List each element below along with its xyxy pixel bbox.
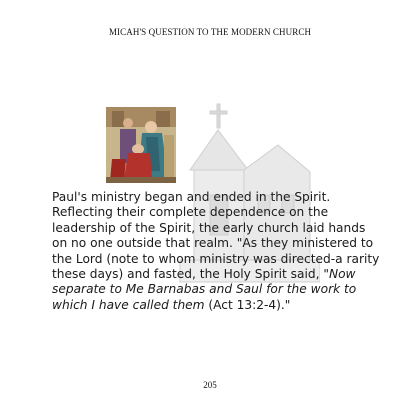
paul-illustration [106,107,176,183]
body-paragraph [52,190,382,313]
running-header: MICAH'S QUESTION TO THE MODERN CHURCH [108,27,312,37]
scripture-quote: Now separate to Me Barnabas and Saul for the work to which I have called them [52,267,357,312]
scripture-reference: (Act 13:2-4)." [204,297,291,312]
paragraph-text: Paul's ministry began and ended in the Spirit. Reflecting their complete dependence on the leadership of the Spirit, the early church laid hands on no one outside that realm. "As they ministered to the Lord (note to whom ministry was directed-a rarity these days) and fasted, the Holy Spirit said, " [52,190,380,282]
page-number: 205 [203,380,217,390]
